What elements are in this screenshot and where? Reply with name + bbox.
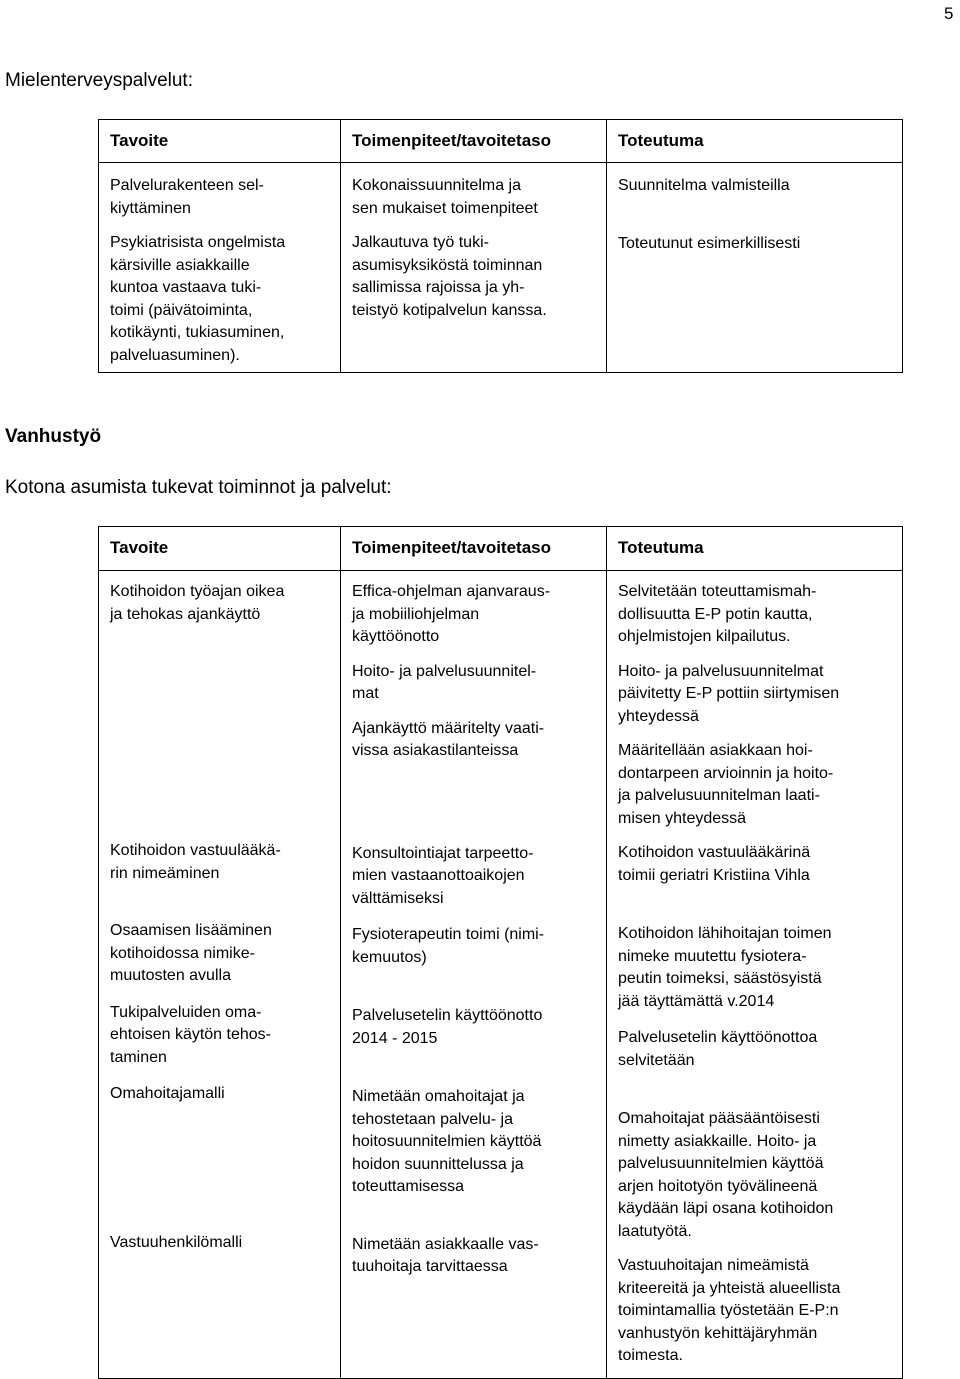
action-text: Effica-ohjelman ajanvaraus- ja mobiiliohjelman käyttöönotto	[352, 583, 551, 645]
goal-text: Osaamisen lisääminen kotihoidossa nimike- muutosten avulla	[110, 922, 272, 984]
result-text: Kotihoidon lähihoitajan toimen nimeke muutettu fysiotera- peutin toimeksi, säästösyistä jää täyttämättä v.2014	[618, 925, 832, 1010]
action-text: Kokonaissuunnitelma ja sen mukaiset toimenpiteet	[352, 177, 538, 217]
table-row	[99, 571, 903, 1379]
header-tavoite: Tavoite	[99, 120, 341, 163]
header-toimenpiteet: Toimenpiteet/tavoitetaso	[341, 527, 607, 571]
goal-text: Omahoitajamalli	[110, 1085, 225, 1102]
goal-text: Vastuuhenkilömalli	[110, 1233, 243, 1251]
mental-health-table	[98, 119, 903, 373]
table-header-row	[99, 120, 903, 163]
action-text: Hoito- ja palvelusuunnitel- mat	[352, 662, 537, 702]
table-header-row	[99, 527, 903, 571]
goal-text: Palvelurakenteen sel- kiyttäminen	[110, 177, 264, 217]
result-text: Omahoitajat pääsääntöisesti nimetty asiakkaille. Hoito- ja palvelusuunnitelmien käyttöä arjen hoitotyön työvälineenä käydään läpi osana kotihoidon laatutyötä.	[618, 1110, 834, 1240]
header-toimenpiteet: Toimenpiteet/tavoitetaso	[341, 120, 607, 163]
action-text: Palvelusetelin käyttöönotto 2014 - 2015	[352, 1007, 543, 1047]
goal-text: Psykiatrisista ongelmista kärsiville asiakkaille kuntoa vastaava tuki- toimi (päivätoiminta, kotikäynti, tukiasuminen, palveluasuminen).	[110, 234, 286, 364]
goal-cell	[99, 163, 341, 373]
result-text: Vastuuhoitajan nimeämistä kriteereitä ja yhteistä alueellista toimintamallia työstetään E-P:n vanhustyön kehittäjäryhmän toimesta.	[618, 1257, 841, 1364]
section-title-vanhustyo: Vanhustyö	[5, 426, 102, 447]
action-cell	[341, 163, 607, 373]
goal-text: Tukipalveluiden oma- ehtoisen käytön tehos- taminen	[110, 1003, 271, 1066]
table-row	[99, 163, 903, 373]
goal-text: Kotihoidon työajan oikea ja tehokas ajankäyttö	[110, 583, 285, 623]
action-text: Konsultointiajat tarpeetto- mien vastaanottoaikojen välttämiseksi	[352, 844, 534, 907]
result-text: Toteutunut esimerkillisesti	[618, 234, 801, 252]
goal-text: Kotihoidon vastuulääkä- rin nimeäminen	[110, 842, 281, 882]
page-number: 5	[944, 4, 954, 23]
header-tavoite: Tavoite	[99, 527, 341, 571]
action-text: Jalkautuva työ tuki- asumisyksiköstä toiminnan sallimissa rajoissa ja yh- teistyö kotipalvelun kanssa.	[352, 234, 547, 319]
action-cell	[341, 571, 607, 1379]
action-text: Fysioterapeutin toimi (nimi- kemuutos)	[352, 926, 545, 966]
header-toteutuma: Toteutuma	[607, 120, 903, 163]
section-title-mielenterveyspalvelut: Mielenterveyspalvelut:	[5, 70, 193, 91]
result-text: Suunnitelma valmisteilla	[618, 177, 790, 194]
action-text: Nimetään asiakkaalle vas- tuuhoitaja tarvittaessa	[352, 1235, 539, 1275]
action-text: Ajankäyttö määritelty vaati- vissa asiakastilanteissa	[352, 719, 545, 759]
action-text: Nimetään omahoitajat ja tehostetaan palvelu- ja hoitosuunnitelmien käyttöä hoidon suunnittelussa ja toteuttamisessa	[352, 1088, 542, 1195]
elderly-care-table	[98, 526, 903, 1379]
goal-cell	[99, 571, 341, 1379]
section-subtitle: Kotona asumista tukevat toiminnot ja palvelut:	[5, 477, 392, 498]
result-text: Määritellään asiakkaan hoi- dontarpeen arvioinnin ja hoito- ja palvelusuunnitelman laati- misen yhteydessä	[618, 742, 834, 827]
result-text: Kotihoidon vastuulääkärinä toimii geriatri Kristiina Vihla	[618, 844, 811, 884]
result-text: Selvitetään toteuttamismah- dollisuutta E-P potin kautta, ohjelmistojen kilpailutus.	[618, 583, 817, 645]
result-cell	[607, 163, 903, 373]
result-cell	[607, 571, 903, 1379]
header-toteutuma: Toteutuma	[607, 527, 903, 571]
result-text: Hoito- ja palvelusuunnitelmat päivitetty E-P pottiin siirtymisen yhteydessä	[618, 662, 840, 725]
result-text: Palvelusetelin käyttöönottoa selvitetään	[618, 1029, 818, 1069]
